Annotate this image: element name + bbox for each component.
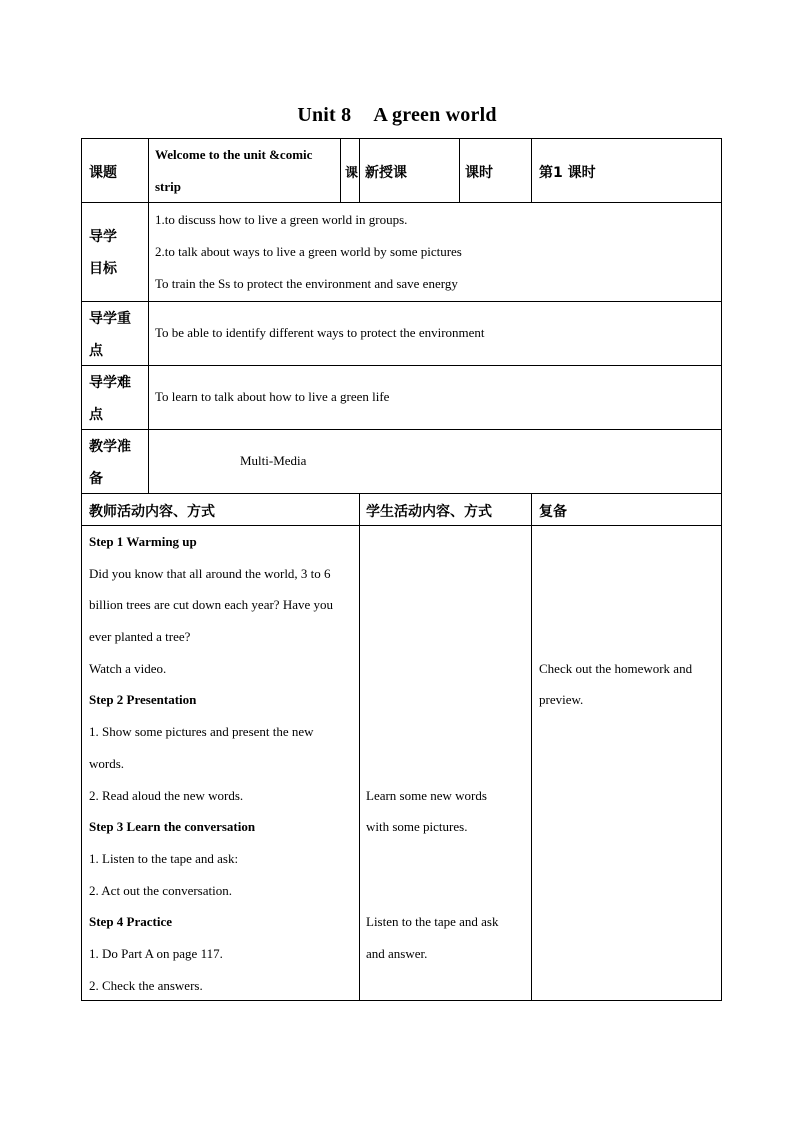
teacher-line: Did you know that all around the world, 3 to 6 <box>89 566 331 581</box>
row-divider <box>81 429 722 430</box>
student-line: Learn some new words <box>366 788 487 803</box>
difficulties-label-line2: 点 <box>89 407 103 423</box>
unit-number: Unit 8 <box>297 104 352 126</box>
objective-item: To train the Ss to protect the environment and save energy <box>155 276 458 291</box>
teacher-line: Step 4 Practice <box>89 914 173 929</box>
teacher-line: 1. Show some pictures and present the new <box>89 724 314 739</box>
objective-item: 2.to talk about ways to live a green world by some pictures <box>155 244 462 259</box>
key-points-value: To be able to identify different ways to protect the environment <box>155 325 485 340</box>
key-points-label-line2: 点 <box>89 343 103 359</box>
objective-item: 1.to discuss how to live a green world in groups. <box>155 212 408 227</box>
row-divider <box>81 525 722 526</box>
column-divider <box>531 493 532 1000</box>
teacher-activity-header: 教师活动内容、方式 <box>89 504 215 520</box>
column-divider <box>531 138 532 202</box>
page-title <box>0 104 794 127</box>
difficulties-label-line1: 导学难 <box>89 375 131 391</box>
type-label: 课 <box>345 166 359 181</box>
teacher-line: words. <box>89 756 125 771</box>
column-divider <box>359 138 360 202</box>
teacher-line: ever planted a tree? <box>89 629 191 644</box>
column-divider <box>459 138 460 202</box>
type-value: 新授课 <box>365 165 407 181</box>
period-label: 课时 <box>465 165 493 181</box>
column-divider <box>359 493 360 1000</box>
objectives-label-line1: 导学 <box>89 229 117 245</box>
row-divider <box>81 493 722 494</box>
student-line: and answer. <box>366 946 428 961</box>
table-border-top <box>81 138 722 139</box>
row-divider <box>81 365 722 366</box>
table-border-left <box>81 138 82 1001</box>
preparation-value: Multi-Media <box>240 453 307 468</box>
teacher-line: Step 1 Warming up <box>89 534 197 549</box>
column-divider <box>340 138 341 202</box>
review-line: Check out the homework and <box>539 661 693 676</box>
column-divider <box>148 138 149 493</box>
teacher-line: Step 2 Presentation <box>89 692 197 707</box>
teacher-line: billion trees are cut down each year? Have you <box>89 597 334 612</box>
teacher-line: Step 3 Learn the conversation <box>89 819 256 834</box>
preparation-label-line1: 教学准 <box>89 439 131 455</box>
table-border-bottom <box>81 1000 722 1001</box>
student-activity-header: 学生活动内容、方式 <box>366 504 492 520</box>
period-value: 第1 课时 <box>539 165 596 181</box>
student-line: with some pictures. <box>366 819 468 834</box>
unit-name: A green world <box>373 104 497 126</box>
teacher-line: 1. Listen to the tape and ask: <box>89 851 239 866</box>
teacher-line: 2. Act out the conversation. <box>89 883 232 898</box>
key-points-label-line1: 导学重 <box>89 311 131 327</box>
review-header: 复备 <box>539 504 567 520</box>
topic-value-line1: Welcome to the unit &comic <box>155 147 313 162</box>
teacher-line: 2. Read aloud the new words. <box>89 788 244 803</box>
teacher-line: 1. Do Part A on page 117. <box>89 946 223 961</box>
topic-value-line2: strip <box>155 179 181 194</box>
teacher-line: 2. Check the answers. <box>89 978 203 993</box>
table-border-right <box>721 138 722 1001</box>
row-divider <box>81 301 722 302</box>
topic-label: 课题 <box>89 165 117 181</box>
review-line: preview. <box>539 692 584 707</box>
student-line: Listen to the tape and ask <box>366 914 499 929</box>
row-divider <box>81 202 722 203</box>
objectives-label-line2: 目标 <box>89 261 117 277</box>
preparation-label-line2: 备 <box>89 471 103 487</box>
difficulties-value: To learn to talk about how to live a green life <box>155 389 390 404</box>
teacher-line: Watch a video. <box>89 661 167 676</box>
